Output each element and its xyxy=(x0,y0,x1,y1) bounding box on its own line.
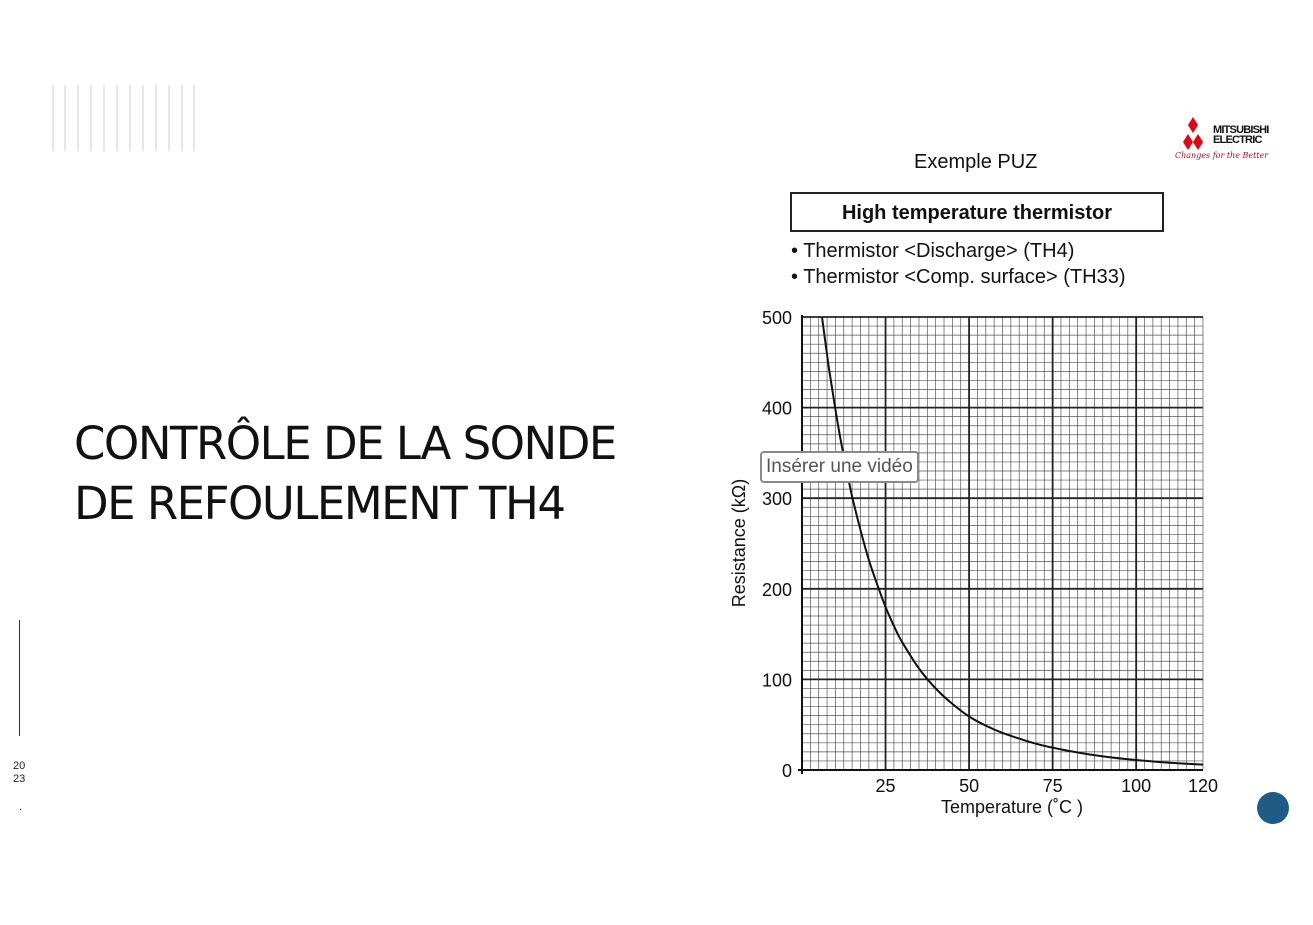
x-tick-label: 50 xyxy=(959,776,980,796)
year-line-1: 20 xyxy=(13,760,26,772)
y-tick-label: 0 xyxy=(781,761,792,781)
year-line-2: 23 xyxy=(13,773,26,785)
corner-circle xyxy=(1257,792,1289,824)
chart-subtitle-line-1: • Thermistor <Discharge> (TH4) xyxy=(791,240,1075,262)
year-dot: . xyxy=(19,801,23,813)
chart-subtitle-line-2: • Thermistor <Comp. surface> (TH33) xyxy=(791,266,1126,288)
chart-title: High temperature thermistor xyxy=(841,202,1113,224)
x-tick-label: 75 xyxy=(1042,776,1063,796)
insert-video-placeholder[interactable]: Insérer une vidéo xyxy=(760,451,919,483)
x-tick-label: 25 xyxy=(875,776,896,796)
chart-axes xyxy=(798,315,1203,774)
example-label: Exemple PUZ xyxy=(914,151,1038,173)
y-tick-label: 200 xyxy=(761,579,792,600)
slide-title-line-1: CONTRÔLE DE LA SONDE xyxy=(74,417,616,470)
x-tick-label: 120 xyxy=(1187,776,1219,796)
logo-brand-line-2: ELECTRIC xyxy=(1213,134,1262,146)
x-axis-label: Temperature (˚C ) xyxy=(940,797,1084,817)
logo-brand-line-1: MITSUBISHI xyxy=(1213,124,1269,136)
slide-title-line-2: DE REFOULEMENT TH4 xyxy=(74,477,565,530)
y-tick-label: 400 xyxy=(761,398,792,419)
y-tick-label: 100 xyxy=(761,670,792,691)
y-axis-label: Resistance (kΩ) xyxy=(729,478,749,608)
y-tick-label: 300 xyxy=(761,489,792,510)
logo-tagline: Changes for the Better xyxy=(1175,151,1269,160)
grid-minor xyxy=(802,317,1203,770)
x-tick-label: 100 xyxy=(1121,776,1152,796)
y-tick-label: 500 xyxy=(761,308,792,328)
